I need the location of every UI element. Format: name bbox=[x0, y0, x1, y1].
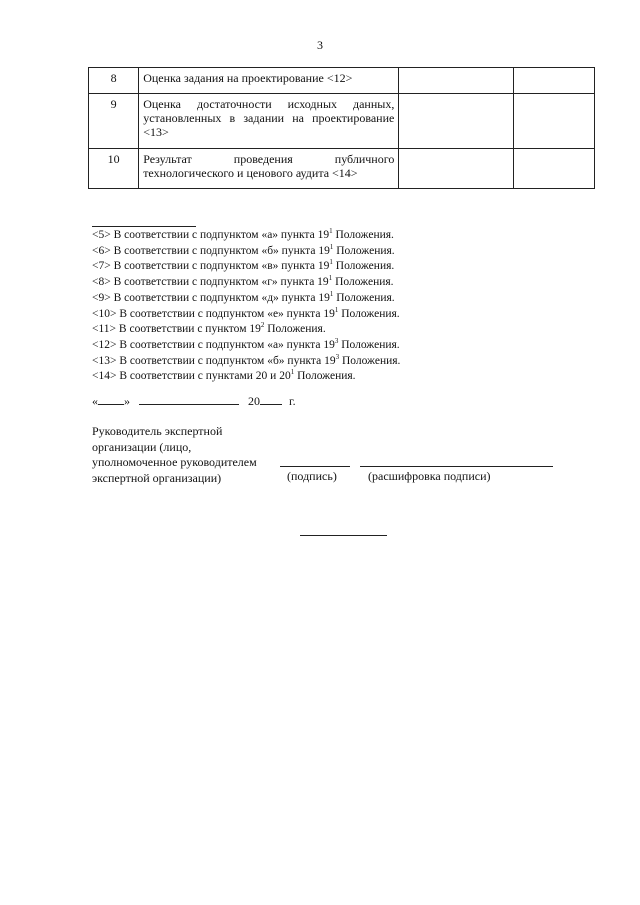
footnote-text: <14> В соответствии с пунктами 20 и 20 bbox=[92, 370, 291, 383]
table-cell bbox=[514, 68, 595, 94]
year-blank bbox=[260, 393, 282, 405]
footnote-tail: Положения. bbox=[264, 323, 326, 336]
row-description: Оценка задания на проектирование <12> bbox=[139, 68, 399, 94]
footnote-tail: Положения. bbox=[332, 276, 394, 289]
footnote bbox=[92, 369, 400, 385]
date-line bbox=[92, 393, 296, 409]
close-quote: » bbox=[124, 394, 130, 408]
footnotes bbox=[92, 228, 400, 385]
footnote-tail: Положения. bbox=[332, 260, 395, 273]
footnote-tail: Положения. bbox=[338, 338, 400, 351]
expert-table bbox=[88, 67, 595, 189]
footnote-text: <12> В соответствии с подпунктом «а» пункта 19 bbox=[92, 338, 335, 351]
signature-label: (подпись) bbox=[287, 469, 337, 483]
table-row bbox=[89, 149, 595, 189]
row-line: Оценка достаточности исходных данных, bbox=[143, 97, 395, 111]
footnote bbox=[92, 244, 400, 260]
row-line: технологического и ценового аудита <14> bbox=[143, 166, 358, 180]
footnote-sup: 1 bbox=[329, 242, 334, 251]
footnote-tail: Положения. bbox=[333, 244, 395, 257]
table-cell bbox=[399, 94, 514, 149]
footnote-text: <6> В соответствии с подпунктом «б» пункта 19 bbox=[92, 244, 330, 257]
open-quote: « bbox=[92, 394, 98, 408]
year-prefix: 20 bbox=[248, 394, 260, 408]
row-line: <13> bbox=[143, 125, 169, 139]
table-cell bbox=[514, 149, 595, 189]
row-number: 9 bbox=[89, 94, 139, 149]
footnote-text: <13> В соответствии с подпунктом «б» пункта 19 bbox=[92, 354, 336, 367]
row-description bbox=[139, 94, 399, 149]
page-number: 3 bbox=[317, 38, 323, 52]
footnote-tail: Положения. bbox=[338, 307, 400, 320]
footnote bbox=[92, 322, 400, 338]
footnote-sup: 1 bbox=[290, 368, 295, 377]
footnote bbox=[92, 275, 400, 291]
name-decode-line bbox=[360, 466, 553, 467]
footnote bbox=[92, 259, 400, 275]
signer-line: уполномоченное руководителем bbox=[92, 455, 257, 469]
signature-line bbox=[280, 466, 350, 467]
footnote-sup: 3 bbox=[335, 352, 340, 361]
footnote-separator bbox=[92, 226, 196, 227]
footnote-text: <8> В соответствии с подпунктом «г» пункта 19 bbox=[92, 276, 329, 289]
year-suffix: г. bbox=[289, 394, 296, 408]
row-description bbox=[139, 149, 399, 189]
decode-label: (расшифровка подписи) bbox=[368, 469, 491, 483]
footnote-sup: 1 bbox=[329, 227, 333, 235]
signer-title bbox=[92, 424, 257, 486]
footnote-text: <7> В соответствии с подпунктом «в» пункта 19 bbox=[92, 260, 330, 273]
signer-line: экспертной организации) bbox=[92, 470, 222, 485]
day-blank bbox=[98, 393, 124, 405]
table-row bbox=[89, 94, 595, 149]
signer-line: Руководитель экспертной bbox=[92, 424, 223, 438]
footnote-tail: Положения. bbox=[332, 229, 394, 241]
footnote bbox=[92, 354, 400, 370]
footnote-sup: 1 bbox=[329, 258, 333, 267]
footnote-text: <10> В соответствии с подпунктом «е» пункта 19 bbox=[92, 307, 335, 320]
footnote bbox=[92, 307, 400, 323]
signer-line: организации (лицо, bbox=[92, 439, 192, 454]
footnote bbox=[92, 228, 400, 244]
table-row bbox=[89, 68, 595, 94]
table-cell bbox=[514, 94, 595, 149]
footnote-text: <9> В соответствии с подпунктом «д» пункта 19 bbox=[92, 291, 330, 304]
footnote-tail: Положения. bbox=[339, 354, 401, 367]
row-line: Результат проведения публичного bbox=[143, 152, 395, 166]
footnote bbox=[92, 338, 400, 354]
end-separator bbox=[300, 535, 387, 536]
footnote-sup: 1 bbox=[329, 289, 334, 298]
footnote-text: <11> В соответствии с пунктом 19 bbox=[92, 323, 261, 336]
footnote-sup: 2 bbox=[260, 321, 265, 330]
footnote bbox=[92, 291, 400, 307]
footnote-tail: Положения. bbox=[294, 370, 356, 383]
table-cell bbox=[399, 68, 514, 94]
row-number: 8 bbox=[89, 68, 139, 94]
footnote-tail: Положения. bbox=[333, 291, 395, 304]
footnote-sup: 1 bbox=[334, 305, 339, 314]
footnote-text: <5> В соответствии с подпунктом «а» пункта 19 bbox=[92, 229, 330, 241]
footnote-sup: 3 bbox=[334, 336, 339, 345]
table-cell bbox=[399, 149, 514, 189]
month-blank bbox=[139, 393, 239, 405]
row-line: установленных в задании на проектирование bbox=[143, 111, 395, 125]
row-number: 10 bbox=[89, 149, 139, 189]
footnote-sup: 1 bbox=[328, 274, 333, 283]
